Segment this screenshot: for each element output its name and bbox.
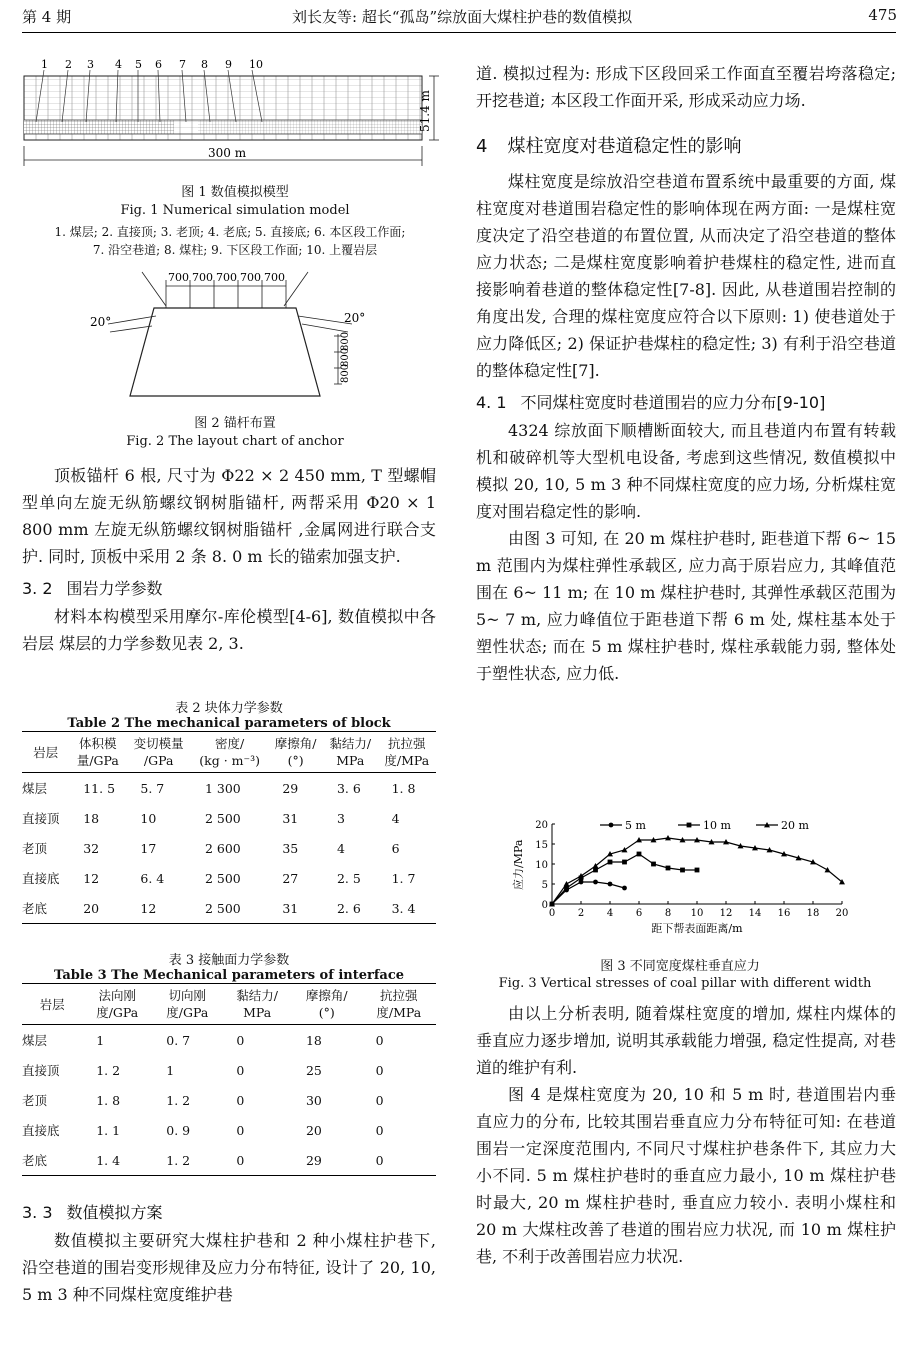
fig3-series-line [552, 882, 625, 904]
fig1-caption-en: Fig. 1 Numerical simulation model [120, 203, 350, 218]
table3-cell: 18 [305, 1032, 322, 1048]
fig1-label-2: 2 [65, 58, 72, 71]
table2-cell: 老顶 [22, 841, 48, 856]
table3-cell: 0 [222, 1145, 292, 1176]
right-paragraph-5: 由以上分析表明, 随着煤柱宽度的增加, 煤柱内煤体的垂直应力逐步增加, 说明其承载能力增强, 稳定性提高, 对巷道的维护有利. [476, 1004, 896, 1077]
table3-cell: 煤层 [22, 1033, 48, 1048]
fig1-label-3: 3 [87, 58, 94, 71]
right-paragraph-6: 图 4 是煤柱宽度为 20, 10 和 5 m 时, 巷道围岩内垂直应力的分布, 比较其围岩垂直应力分布特征可知: 在巷道围岩一定深度范围内, 不同尺寸煤柱护巷条件下, 其应力大小不同. 5 m 煤柱护巷时的垂直应力最小, 10 m 煤柱护巷时最大, 20 m 煤柱护巷时, 垂直应力较小. 表明小煤柱和 20 m 大煤柱改善了巷道的围岩应力状况, 而 10 m 煤柱护巷, 不利于改善围岩应力状况. [476, 1085, 896, 1266]
table2-header: 密度/ (kg · m⁻³) [191, 732, 268, 773]
table3-row [22, 1025, 436, 1056]
table3-caption-cn: 表 3 接触面力学参数 [168, 953, 290, 968]
fig1-legend-1: 1. 煤层; 2. 直接顶; 3. 老顶; 4. 老底; 5. 直接底; 6. 本区段工作面; [54, 225, 406, 239]
left-paragraph-1: 顶板锚杆 6 根, 尺寸为 Φ22 × 2 450 mm, T 型螺帽型单向左旋无纵筋螺纹钢树脂锚杆, 两帮采用 Φ20 × 1 800 mm 左旋无纵筋螺纹钢树脂锚杆 ,金属网进行联合支护. 同时, 顶板中采用 2 条 8. 0 m 长的锚索加强支护. [22, 466, 436, 566]
running-title: 刘长友等: 超长“孤岛”综放面大煤柱护巷的数值模拟 [292, 8, 633, 26]
table3-cell: 1 [166, 1062, 175, 1078]
section-3-2-heading [22, 576, 436, 599]
table2-cell: 31 [268, 893, 323, 924]
table3-cell: 0 [236, 1092, 245, 1108]
section-4-heading [476, 132, 896, 158]
fig3-data-point [666, 866, 671, 871]
fig1-label-1: 1 [41, 58, 48, 71]
fig2-spacing-label: 700 [192, 271, 213, 284]
table2-cell: 20 [69, 893, 126, 924]
fig3-x-tick-label: 10 [690, 908, 704, 919]
section-4-title: 煤柱宽度对巷道稳定性的影响 [507, 136, 742, 157]
right-paragraph-2: 煤柱宽度是综放沿空巷道布置系统中最重要的方面, 煤柱宽度对巷道围岩稳定性的影响体现在两方面: 一是煤柱宽度决定了沿空巷道的布置位置, 从而决定了沿空巷道的整体应力状态; 二是煤柱宽度影响着护巷煤柱的稳定性, 进而直接影响着巷道的整体稳定性[7-8]. 因此, 从巷道围岩控制的角度出发, 合理的煤柱宽度应符合以下原则: 1) 使巷道处于应力降低区; 2) 保证护巷煤柱的稳定性; 3) 有利于沿空巷道的整体稳定性[7]. [476, 172, 896, 380]
fig3-x-tick-label: 8 [664, 908, 672, 919]
fig1-label-7: 7 [179, 58, 186, 71]
table2-cell: 直接底 [22, 871, 60, 886]
table3-cell: 0 [375, 1062, 384, 1078]
table2-cell: 4 [391, 810, 400, 826]
table2-cell: 35 [282, 840, 299, 856]
table2-cell: 31 [282, 810, 299, 826]
table2-cell: 5. 7 [140, 780, 165, 796]
table3-cell: 25 [305, 1062, 322, 1078]
section-4-1-number: 4. 1 [476, 393, 507, 412]
table3-cell: 0. 9 [166, 1122, 191, 1138]
table2-cell: 3. 6 [336, 780, 361, 796]
table2-cell: 17 [140, 840, 157, 856]
table2-cell: 直接顶 [22, 811, 60, 826]
table3-cell: 1. 2 [96, 1062, 121, 1078]
table3-cell: 1. 2 [152, 1145, 222, 1176]
table2-cell: 12 [126, 893, 191, 924]
fig3-series-1 [550, 852, 700, 907]
fig1-label-5: 5 [135, 58, 142, 71]
table2-header: 抗拉强 度/MPa [378, 732, 436, 773]
table2-header: 体积模 量/GPa [69, 732, 126, 773]
table3-header: 切向刚 度/GPa [152, 984, 222, 1025]
left-paragraph-2: 材料本构模型采用摩尔-库伦模型[4-6], 数值模拟中各岩层 煤层的力学参数见表 2, 3. [22, 607, 436, 653]
table3-header: 岩层 [22, 984, 82, 1025]
fig3-x-tick-label: 18 [806, 908, 820, 919]
fig3-x-tick-label: 14 [748, 908, 762, 919]
table3-header: 抗拉强 度/MPa [362, 984, 436, 1025]
table2-cell: 6 [391, 840, 400, 856]
fig3-data-point [622, 860, 627, 865]
table2-cell: 2 600 [204, 840, 241, 856]
table2-row [22, 893, 436, 924]
table3-block [22, 949, 436, 1176]
fig3-caption-cn: 图 3 不同宽度煤柱垂直应力 [600, 959, 760, 974]
fig2-side-label: 800 [340, 363, 351, 383]
fig2-side-label: 800 [340, 331, 351, 351]
fig2-caption-en: Fig. 2 The layout chart of anchor [126, 434, 344, 449]
fig2-spacing-label: 700 [264, 271, 285, 284]
fig2-side-label: 800 [340, 347, 351, 367]
table3-cell: 0 [375, 1032, 384, 1048]
fig3-x-tick-label: 2 [577, 908, 585, 919]
table3-cell: 0 [362, 1145, 436, 1176]
fig3-x-tick-label: 20 [835, 908, 849, 919]
fig3-data-point [622, 886, 627, 891]
table2-cell: 1 300 [204, 780, 241, 796]
table3-cell: 1. 8 [96, 1092, 121, 1108]
table2-cell: 煤层 [22, 781, 48, 796]
table2-row [22, 773, 436, 804]
right-column-text-1 [476, 60, 896, 687]
fig3-origin-label: 0 [541, 900, 548, 911]
fig2-spacing-label: 700 [216, 271, 237, 284]
fig3-data-point [608, 882, 613, 887]
table2-row [22, 833, 436, 863]
table3-cell: 老底 [22, 1145, 82, 1176]
table2-cell: 10 [140, 810, 157, 826]
table2-row [22, 803, 436, 833]
table3-row [22, 1115, 436, 1145]
fig3-data-point [825, 867, 831, 872]
table3-header: 黏结力/ MPa [222, 984, 292, 1025]
table3-cell: 0 [236, 1122, 245, 1138]
fig3-data-point [593, 880, 598, 885]
issue-number: 第 4 期 [22, 8, 72, 26]
fig1-label-9: 9 [225, 58, 232, 71]
fig3-data-point [680, 868, 685, 873]
fig3-y-tick-label: 20 [535, 820, 548, 831]
table3-cell: 0. 7 [166, 1032, 191, 1048]
fig3-y-tick-label: 5 [541, 880, 548, 891]
table3-cell: 1 [96, 1032, 105, 1048]
table3-cell: 20 [305, 1122, 322, 1138]
right-column-text-2 [476, 1000, 896, 1270]
table2-cell: 27 [282, 870, 299, 886]
fig3-legend-marker [687, 823, 692, 828]
table3-header: 摩擦角/ (°) [292, 984, 362, 1025]
section-3-3-title: 数值模拟方案 [66, 1203, 163, 1222]
table3-cell: 0 [375, 1122, 384, 1138]
section-3-2-title: 围岩力学参数 [66, 579, 163, 598]
fig1-label-6: 6 [155, 58, 162, 71]
fig3-data-point [622, 847, 628, 852]
fig3-data-point [637, 852, 642, 857]
section-4-1-heading [476, 390, 896, 413]
table3-caption-en: Table 3 The Mechanical parameters of interface [53, 968, 405, 983]
table2-row [22, 863, 436, 893]
table3-cell: 1. 4 [82, 1145, 152, 1176]
right-paragraph-3: 4324 综放面下顺槽断面较大, 而且巷道内布置有转载机和破碎机等大型机电设备, 考虑到这些情况, 数值模拟中模拟 20, 10, 5 m 3 种不同煤柱宽度的应力场, 分析煤柱宽度对围岩稳定性的影响. [476, 421, 896, 521]
fig3-stress-chart [506, 812, 866, 944]
table2-header: 岩层 [22, 732, 69, 773]
table2-header: 变切模量 /GPa [126, 732, 191, 773]
fig3-x-tick-label: 6 [635, 908, 643, 919]
section-4-1-title: 不同煤柱宽度时巷道围岩的应力分布[9-10] [520, 393, 826, 412]
right-paragraph-4: 由图 3 可知, 在 20 m 煤柱护巷时, 距巷道下帮 6~ 15 m 范围内为煤柱弹性承载区, 应力高于原岩应力, 其峰值范围在 6~ 11 m; 在 10 m 煤柱护巷时, 其弹性承载区范围为 5~ 7 m, 应力峰值位于距巷道下帮 6 m 处, 煤柱基本处于塑性状态; 而在 5 m 煤柱护巷时, 煤柱承载能力弱, 整体处于塑性状态, 应力低. [476, 529, 896, 683]
fig3-x-axis-label: 距下帮表面距离/m [651, 922, 743, 935]
table3-cell: 老顶 [22, 1093, 48, 1108]
fig1-caption-cn: 图 1 数值模拟模型 [181, 185, 289, 200]
fig2-caption-cn: 图 2 锚杆布置 [194, 416, 276, 431]
fig2-anchor-layout [80, 266, 400, 406]
table2-cell: 6. 4 [140, 870, 165, 886]
table3-cell: 29 [292, 1145, 362, 1176]
section-3-3-heading [22, 1200, 436, 1223]
table2-cell: 2. 5 [336, 870, 361, 886]
table3-cell: 直接底 [22, 1123, 60, 1138]
fig2-angle-left: 20° [90, 315, 112, 329]
table3-header: 法向刚 度/GPa [82, 984, 152, 1025]
fig3-data-point [564, 881, 570, 886]
fig3-x-tick-label: 4 [606, 908, 614, 919]
left-paragraph-3: 数值模拟主要研究大煤柱护巷和 2 种小煤柱护巷下, 沿空巷道的围岩变形规律及应力分布特征, 设计了 20, 10, 5 m 3 种不同煤柱宽度维护巷 [22, 1231, 436, 1304]
fig3-caption-en: Fig. 3 Vertical stresses of coal pillar with different width [498, 976, 872, 991]
table3-row [22, 1055, 436, 1085]
table3-cell: 1. 2 [166, 1092, 191, 1108]
fig1-model-diagram [18, 56, 448, 174]
fig3-y-tick-label: 15 [535, 840, 548, 851]
table2-cell: 3. 4 [378, 893, 436, 924]
fig2-spacing-label: 700 [240, 271, 261, 284]
fig3-legend-label: 5 m [625, 819, 646, 832]
fig1-height-label: 51.4 m [418, 90, 432, 132]
fig2-angle-right: 20° [344, 311, 366, 325]
left-column-text-1 [22, 462, 436, 657]
table2-header: 摩擦角/ (°) [268, 732, 323, 773]
fig3-x-tick-label: 0 [548, 908, 556, 919]
table2-header: 黏结力/ MPa [323, 732, 378, 773]
section-3-3-number: 3. 3 [22, 1203, 53, 1222]
section-3-2-number: 3. 2 [22, 579, 53, 598]
fig3-legend-label: 10 m [703, 819, 731, 832]
table2-cell: 2 500 [191, 893, 268, 924]
header-rule [22, 32, 896, 33]
table3-cell: 1. 1 [96, 1122, 121, 1138]
fig1-legend-2: 7. 沿空巷道; 8. 煤柱; 9. 下区段工作面; 10. 上覆岩层 [92, 243, 378, 257]
fig1-label-8: 8 [201, 58, 208, 71]
table2-cell: 2 500 [204, 810, 241, 826]
table2-cell: 1. 8 [391, 780, 416, 796]
table2-caption-en: Table 2 The mechanical parameters of block [67, 716, 391, 731]
fig3-y-axis-label: 应力/MPa [512, 839, 525, 890]
table2-cell: 18 [83, 810, 100, 826]
table2-cell: 2. 6 [323, 893, 378, 924]
table2-cell: 12 [83, 870, 100, 886]
fig3-legend-label: 20 m [781, 819, 809, 832]
fig3-data-point [608, 860, 613, 865]
section-4-number: 4 [476, 136, 488, 157]
table2-cell: 29 [282, 780, 299, 796]
fig2-spacing-label: 700 [168, 271, 189, 284]
table3-cell: 0 [236, 1032, 245, 1048]
table3-cell: 0 [236, 1062, 245, 1078]
table2-cell: 老底 [22, 893, 69, 924]
fig3-y-tick-label: 10 [535, 860, 548, 871]
table3-row [22, 1085, 436, 1115]
right-paragraph-1: 道. 模拟过程为: 形成下区段回采工作面直至覆岩垮落稳定; 开挖巷道; 本区段工作面开采, 形成采动应力场. [476, 64, 896, 110]
table2-caption-cn: 表 2 块体力学参数 [175, 701, 283, 716]
table3-row [22, 1145, 436, 1176]
table2-cell: 11. 5 [83, 780, 116, 796]
table2-cell: 1. 7 [391, 870, 416, 886]
page-number: 475 [868, 6, 897, 24]
fig1-label-10: 10 [249, 58, 263, 71]
left-column-text-2 [22, 1200, 436, 1308]
fig3-x-tick-label: 12 [719, 908, 733, 919]
fig3-x-tick-label: 16 [777, 908, 791, 919]
table3-cell: 0 [375, 1092, 384, 1108]
fig1-width-label: 300 m [208, 146, 247, 160]
table2-cell: 4 [336, 840, 345, 856]
table2-cell: 32 [83, 840, 100, 856]
fig3-data-point [651, 862, 656, 867]
fig1-label-4: 4 [115, 58, 122, 71]
table3-cell: 30 [305, 1092, 322, 1108]
fig3-legend-marker [609, 823, 614, 828]
table2 [22, 731, 436, 924]
fig3-data-point [695, 868, 700, 873]
table2-cell: 2 500 [204, 870, 241, 886]
table2-block [22, 697, 436, 924]
table3-cell: 直接顶 [22, 1063, 60, 1078]
table2-cell: 3 [336, 810, 345, 826]
table3 [22, 983, 436, 1176]
